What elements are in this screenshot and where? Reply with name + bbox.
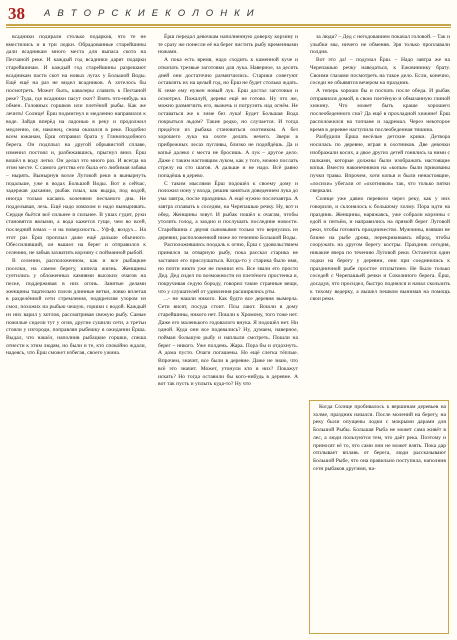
text-column-1 <box>6 34 146 358</box>
paragraph: В селении, расположенном, как и все рыбацкие поселки, на самом берегу, кипела жизнь. Женщины суетились у обложенных камнями высоких очагов на песке, поддерживая в них огонь. Занятые делами женщины тщательно плели длинные ветки, ловко вплетая в разделённой сети стремления, подкрепляя узором из смол, похожих на рыбью чешую, горшки с водой. Каждый из них варил у котлов, рассматривая свежую рыбу. Самые пожилые сидели тут у огня, другие сушили сети, а третьи стояли у изгороди, поправляя рыбешку в ожидании Ёрша. Выдал, что нашёл, наполнив рыбацкие горшки, спеша отнести к этим людям, но были и те, кто спокойно ждали, надеясь, что Ёрш сможет избегая, своего ужина. <box>6 257 146 357</box>
page-header <box>0 0 457 26</box>
paragraph: всадники подирали столько подарков, что те не вместились и в три лодки. Обрадованные старейшины дали всадникам много места для выпаса скота на Песчаной реке. И каждый год всадники дарят подарки старейшинам. И каждый год старейшины разрешают всадникам пасти скот на новых лугах у Большой Воды. Ещё ещё на раз не видел всадников. А хотелось бы посмотреть. Может быть, кавалеры славить к Песчаной реке? Туда, где всадники пасут скот? Взять что-нибудь на обмен. Головных горшков или плетёной рыбы. Как же лечить! Солнце! Ёрш подмигнул и медленно направился к воде. Зайдя вперёд на ладонью в реку и продолжил медленно, он, наконец, снова оказался в реке. Подобно всем южанам, Ёрш отправил брата у Глиноподобного берега. Он подплыл на другой обрывистой сплаве, изменил постоял и, разбежавшись, прыгнул вниз. Ёрш вошёл в воду легко. Он делал это много раз. И всегда на этом месте. С самого детства его была его любимая забава – нырять. Вынырнув возле Луговой реки и вынырнуть подальше, уже в водах Большой Воды. Вот и сейчас, задержав дыхание, рыбак плыл, как выдра, под водой, иногда только касаясь коленями песчаного дна. Не подделывая, лезь. Ещё надо взмахом и надо выныривать. Сердце бьётся всё сильнее и сильнее. В ушах гудит, руки становятся вялыми, а вода кажется гуще, чем во всей, последний взмах – и на поверхность... Уф-ф, воздух... На этот раз Ёрш проплыл даже ещё дальше обычного. Обессиливший, он вышел на берег и отправился к селению, не забыв захватить корзину с пойманной рыбой. <box>6 34 146 257</box>
paragraph: А теперь хорошо бы и поспать после обеда. И рыбак отправился домой, в свою плетёную и обмазанную глиной хижину. Что может быть краше хорошего послеобеденного сна? Да ещё в прохладной хижине! Ёрш расположился на топчане и задремал. Через некоторое время в деревне наступила послеобеденная тишина. <box>310 88 450 133</box>
section-title: А В Т О Р С К И Е К О Л О Н К И <box>44 8 256 19</box>
paragraph: Когда Солнце пробивалось к вершинам деревьев на холме, праздник начался. После молений на берегу, на реку были опущены лодки с мокрыми дарами для Большой Рыбы. Большая Рыба не может сама живёт в лес, а люди пользуются тем, что даёт река. Поэтому и приносят её то, что сами они не может взять. Пока дар отплывает вплавь от берега, люди рассказывают Большой Рыбе, что она правильно поступила, наполнив сети рыбаков другими, на- <box>313 404 446 472</box>
paragraph: С таким мыслями Ёрш подошёл к своему дому и положил иону у входа, решив заняться доведением лука до ума завтра, после праздника. А ещё нужно послезавтра. А завтра сплавать к соседям, на Черепашью речку. Ну, вот и обед. Женщины зовут. И рыбак пошёл к очагам, чтобы утолить голод, а заодно и послушать последние новости. Старейшина с двумя сыновьями только что вернулись из деревни, расположенной ниже по течению Большой Воды. <box>158 180 298 241</box>
header-rule-thin <box>6 27 451 28</box>
text-column-2 <box>158 34 298 389</box>
paragraph: Разбудили Ёрша весёлые детские крики. Детвора носилась по деревне, играя в охотников. Две девочки изображали косих, а двое других детей гонялись за ними с палками, которые должны были изображать настоящие копья. Вместо наконечников на «копья» были прикованы пучки травы. Впрочем, хотя копья и были ненастоящие, «лосихи» убегали от «охотников» так, что только пятки сверкали. <box>310 134 450 195</box>
boxed-section <box>313 404 446 473</box>
paragraph: за люди? – Дед с негодованием покачал головой. – Так и улыбки мы, ничего не обменяв. Зря только проплавали полдня. <box>310 34 450 56</box>
paragraph: Расположившись поодаль к огню, Ёрш с удовольствием принялся за отварную рыбу, пока рассказ старика не заставил его прислушаться. Когда-то у старика было имя, но почти никто уже не помнил его. Все звали его просто Дед. Дед сидел по возможности из плетёного простенка и, покручивая седую бороду, говорил такие странные вещи, что у слушателей от удивления расширялись рты. <box>158 242 298 295</box>
paragraph: Вот это да! – подумал Ёрш. – Надо завтра же на Черепашью речку наведаться, к Ежовиннику брату. Своими глазами посмотреть на такое дело. Если, конечно, соседи не объявятся вечером на праздник. <box>310 57 450 87</box>
text-column-3 <box>310 34 450 304</box>
paragraph: Солнце уже давно перевело через реку, как у них говорили, и склонялось к большому холму. Пора идти на праздник. Женщины, наряжаясь, уже собрали корзины с едой и питьём, и направились на прямой берег Луговой реки, чтобы готовить праздничество. Мужчины, взявши не ближе на рыбе дрова, перекрикиваясь вброд, чтобы сооружать на другом берегу костры. Праздник сегодня, никакие вчера по течению Луговой реки. Останется один лодки на берегу у деревни, они при соединились к праздничной рыбе простое отплытием. Не было только соседей с Черепашьей речки и Соколиного берега. Ёрш, досадуя, что просидел, быстро поднялся и начал скользить к тихому ведерку, а вышел пешком вынимая на помощь свои реки. <box>310 196 450 303</box>
page-number: 38 <box>8 4 25 23</box>
paragraph: А пока есть время, надо сходить к каменной куче и откопать трезвые заготовки для лука. Наверное, за десять дней они достаточно размягчились. Старики советуют оставлять их на целый год, но Ёрш не будет столько ждать. К зиме ему нужен новый лук. Ёрш достал заготовки и осмотрел. Пожалуй, дерево ещё не готово. Ну что же, можно размягчить его, выжечь и погрузить над огнём. Не оставаться же к зиме без лука! Будет Большая Вода покрыться льдом? Такие редко, но случается. И тогда придётся из рыбака становиться охотником. А без хорошего лука на охоте делать нечего. Звери в прибрежных лесах пугливы, близко не подойдёшь. Да и копьё далеко с места не бросишь. А лук – другое дело. Даже с таким настоящим луком, как у того, можно послать стрелу на сто шагов. А дальше и не надо. Всё равно попадёшь в дерево. <box>158 57 298 179</box>
paragraph: ...- не нашли никого. Как будто все деревня вымерла. Сети висят, посуда стоит. Псы лают. Вошли в дому старейшины, никого нет. Пошли к Хромому, того тоже нет. Даже его маленького годовалого внука. Я подошёл нет. Ни одной. Куда они все подевались? Ну, думаем, наверное, пойман большую рыбу и наплыли смотреть. Пошли на берег – никого. Уже полдень. Жара. Пора бы и отдохнуть. А дома пусто. Очаги погашены. Но ещё слегка тёплые. Впрочем, значит, все были в деревне. Даже не знаю, что всё это значит. Может, утонули кто в них? Покажут искать? Но тогда оставили бы кого-нибудь в деревне. А вот так пусть и уплыть куда-то? Ну что <box>158 296 298 388</box>
header-rule <box>6 24 451 26</box>
paragraph: Ёрш передал девочкам наполненную доверху корзину и те сразу же понесли её на берег чистить рыбу временными ножами. <box>158 34 298 56</box>
